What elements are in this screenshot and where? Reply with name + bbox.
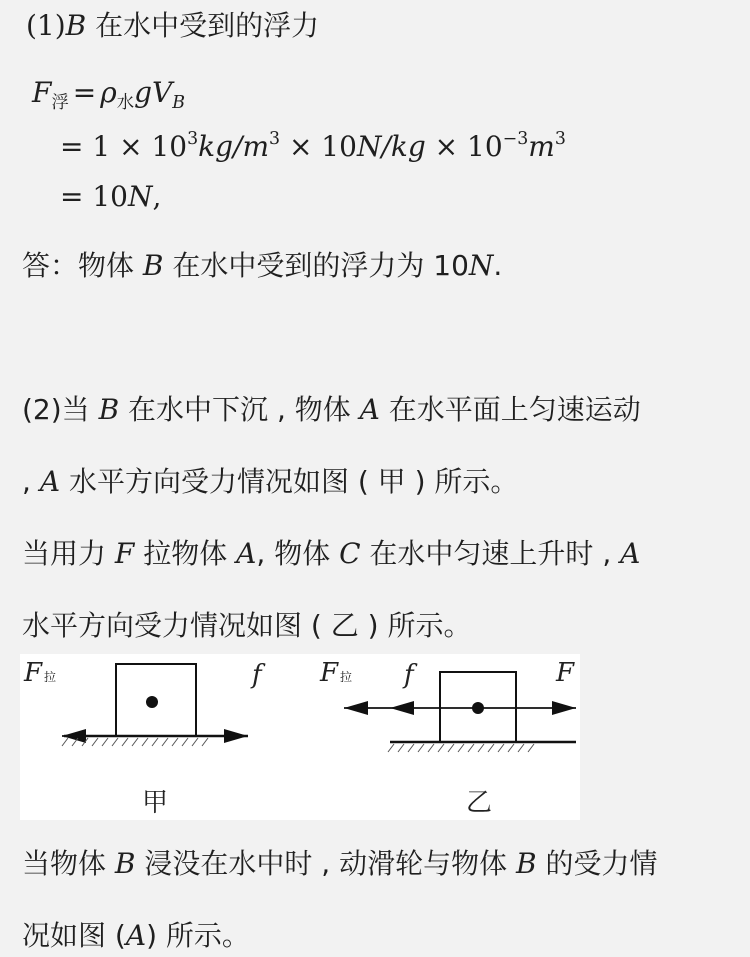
force-diagram-svg (20, 654, 580, 820)
answer-unit: N (468, 249, 494, 282)
eq-equals: = (72, 76, 97, 109)
part2-line5 (22, 842, 657, 882)
p3-var-a2: A (620, 537, 641, 570)
p2-b: 水平方向受力情况如图 ( 甲 ) 所示。 (60, 465, 519, 498)
diagram-jia (62, 664, 248, 746)
eq2-exp4: 3 (554, 128, 566, 149)
p1-a: (2)当 (22, 393, 99, 426)
p2-a: , (22, 465, 40, 498)
answer-end: . (493, 249, 503, 282)
p6-a: 况如图 ( (22, 919, 126, 952)
yi-center-dot (472, 702, 484, 714)
p6-var-a: A (125, 919, 147, 952)
p1-c: 在水平面上匀速运动 (379, 393, 641, 426)
jia-center-dot (146, 696, 158, 708)
eq-f: F (32, 76, 52, 109)
part2-line6 (22, 914, 250, 954)
answer-line (22, 244, 502, 284)
p3-c: , 物体 (256, 537, 340, 570)
p5-a: 当物体 (22, 847, 115, 880)
equation-result (60, 180, 161, 213)
eq2-mid: × 10 (280, 130, 357, 163)
eq-v: V (152, 76, 173, 109)
yi-label-f-friction: f (404, 660, 414, 690)
yi-caption: 乙 (466, 788, 493, 818)
yi-arrow-right (552, 701, 576, 715)
p5-c: 的受力情 (536, 847, 658, 880)
eq3-prefix: = 10 (60, 180, 128, 213)
yi-label-f-pull: F拉 (320, 658, 353, 688)
part2-line1 (22, 388, 641, 428)
heading-number: (1) (26, 9, 66, 42)
eq-v-sub: B (172, 93, 186, 114)
answer-var-b: B (142, 249, 164, 282)
eq2-prefix: = 1 × 10 (60, 130, 188, 163)
answer-text: 在水中受到的浮力为 10 (163, 249, 469, 282)
p1-b: 在水中下沉 , 物体 (119, 393, 360, 426)
yi-arrow-left-inner (390, 701, 414, 715)
eq2-exp1: 3 (187, 128, 199, 149)
p5-var-b: B (114, 847, 136, 880)
equation-buoyancy (32, 76, 186, 114)
eq3-unit: N (128, 180, 153, 213)
diagram-yi (344, 672, 576, 752)
equation-substitution (60, 130, 566, 163)
p4: 水平方向受力情况如图 ( 乙 ) 所示。 (22, 609, 472, 642)
p5-b: 浸没在水中时 , 动滑轮与物体 (135, 847, 516, 880)
p6-b: ) 所示。 (146, 919, 250, 952)
eq-rho: ρ (100, 76, 117, 109)
p3-var-a: A (236, 537, 257, 570)
heading-var-b: B (65, 9, 87, 42)
p3-a: 当用力 (22, 537, 115, 570)
jia-label-f-pull: F拉 (24, 658, 57, 688)
eq2-unit1: kg/m (198, 130, 269, 163)
eq-f-sub: 浮 (51, 93, 69, 114)
part2-line3 (22, 532, 640, 572)
p3-var-f: F (114, 537, 135, 570)
part2-line2 (22, 460, 518, 500)
yi-label-f-applied: F (556, 658, 575, 688)
p1-var-a: A (359, 393, 380, 426)
answer-prefix: 答：物体 (22, 249, 143, 282)
p5-var-b2: B (516, 847, 537, 880)
heading-text: 在水中受到的浮力 (86, 9, 320, 42)
eq-g: g (134, 76, 153, 109)
jia-label-f-friction: f (252, 660, 262, 690)
force-diagram-figure (20, 654, 580, 820)
p3-d: 在水中匀速上升时 , (360, 537, 621, 570)
p3-var-c: C (339, 537, 361, 570)
eq2-unit3: m (528, 130, 555, 163)
eq3-suffix: , (152, 180, 162, 213)
eq-rho-sub: 水 (116, 93, 135, 114)
part2-line4 (22, 604, 471, 644)
eq2-unit2: N/kg (356, 130, 426, 163)
yi-arrow-left-outer (344, 701, 368, 715)
eq2-exp3: −3 (502, 128, 529, 149)
p1-var-b: B (98, 393, 120, 426)
part1-heading (26, 4, 319, 44)
eq2-mid2: × 10 (425, 130, 503, 163)
p3-b: 拉物体 (134, 537, 237, 570)
jia-caption: 甲 (142, 788, 169, 818)
yi-ground-hatch (388, 744, 534, 752)
eq2-exp2: 3 (269, 128, 281, 149)
p2-var-a: A (39, 465, 61, 498)
